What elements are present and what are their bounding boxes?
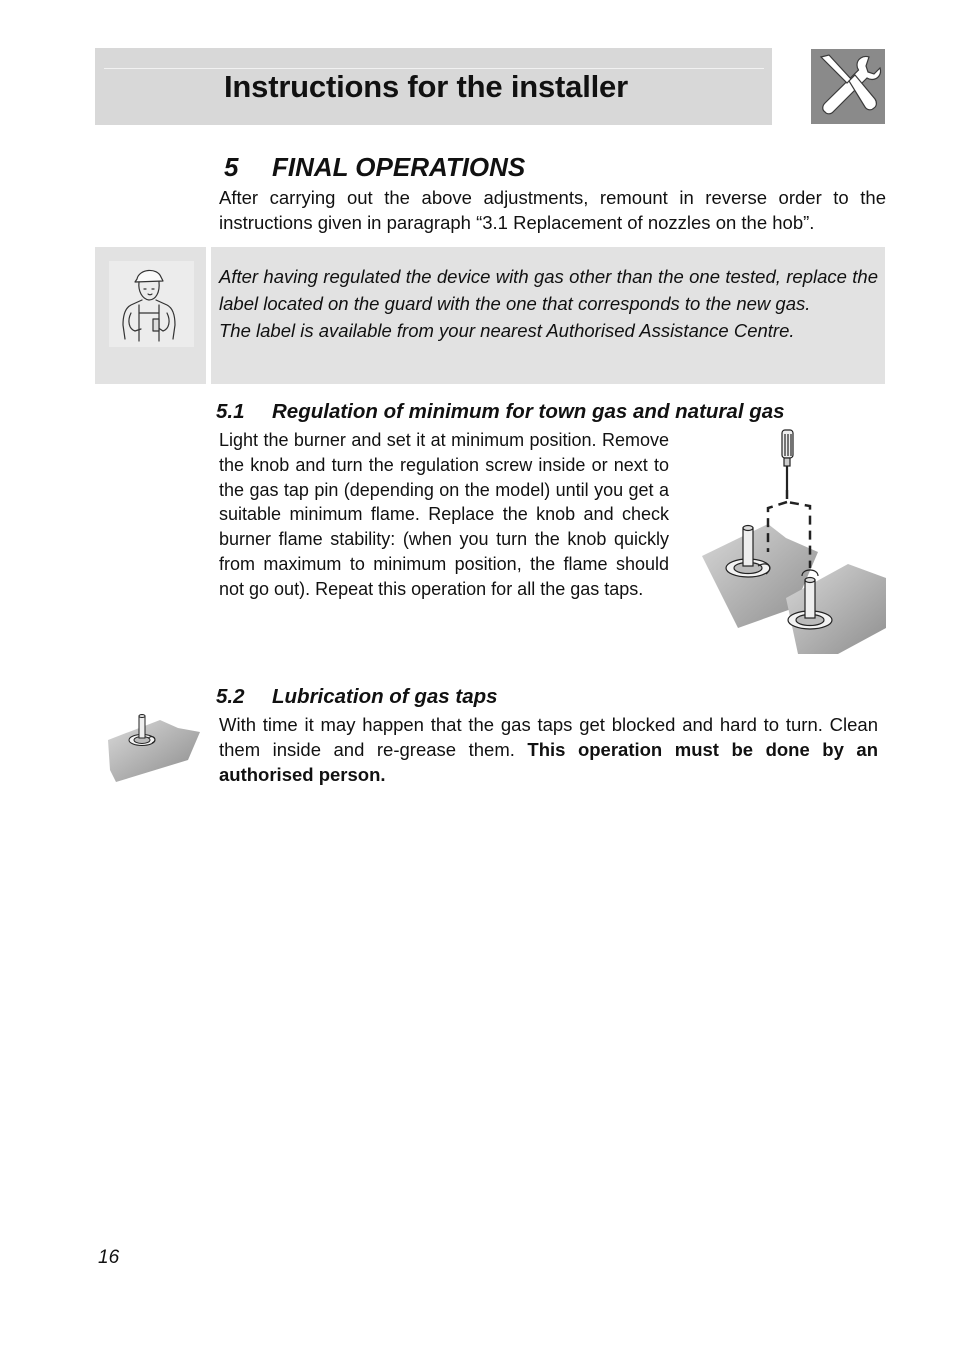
section-5-2-heading: [216, 685, 498, 709]
section-5-title: FINAL OPERATIONS: [272, 152, 526, 182]
section-5-1-title: Regulation of minimum for town gas and natural gas: [272, 400, 785, 423]
section-5-heading: [224, 152, 525, 183]
note-text: [219, 263, 878, 344]
note-paragraph-1: After having regulated the device with gas other than the one tested, replace the label located on the guard with the one that corresponds to the new gas.: [219, 266, 878, 314]
section-5-1-number: 5.1: [216, 400, 245, 423]
section-5-1-text: Light the burner and set it at minimum position. Remove the knob and turn the regulation screw inside or next to the gas tap pin (depending on the model) until you get a suitable minimum flame. Replace the knob and check burner flame stability: (when you turn the knob quickly from maximum to minimum position, the flame should not go out). Repeat this operation for all the gas taps.: [219, 430, 669, 599]
tools-icon: [811, 49, 885, 124]
section-5-1-heading: [216, 400, 785, 424]
section-5-2-text: [219, 712, 878, 787]
section-5-2-text-bold: This operation must be done by an authorised person.: [219, 739, 878, 785]
gas-tap-illustration: [106, 710, 200, 782]
page-number: 16: [98, 1247, 120, 1268]
installer-worker-icon: [109, 261, 194, 347]
gas-tap-screwdriver-illustration: [698, 428, 886, 656]
page-title: Instructions for the installer: [224, 69, 628, 104]
section-5-2-text-normal: With time it may happen that the gas taps get blocked and hard to turn. Clean them inside and re-grease them.: [219, 714, 878, 760]
section-5-number: 5: [224, 152, 239, 182]
section-5-text: After carrying out the above adjustments, remount in reverse order to the instructions given in paragraph “3.1 Replacement of nozzles on the hob”.: [219, 187, 886, 233]
section-5-2-number: 5.2: [216, 685, 245, 708]
note-paragraph-2: The label is available from your nearest Authorised Assistance Centre.: [219, 320, 795, 341]
section-5-2-title: Lubrication of gas taps: [272, 685, 498, 708]
